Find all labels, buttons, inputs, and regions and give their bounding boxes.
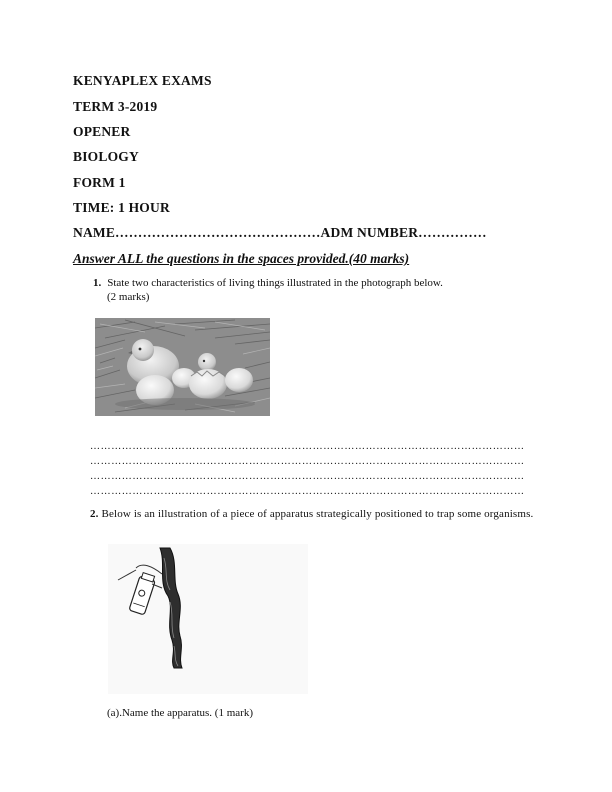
question-2-number: 2.: [90, 508, 99, 520]
header-term: TERM 3-2019: [73, 99, 158, 114]
egg: [225, 368, 253, 392]
header-school: KENYAPLEX EXAMS: [73, 73, 212, 88]
question-2a: (a).Name the apparatus. (1 mark): [107, 707, 253, 719]
chicks-hatching-photo: [95, 318, 270, 416]
instruction: Answer ALL the questions in the spaces provided.(40 marks): [73, 251, 410, 266]
question-1-marks: (2 marks): [107, 291, 150, 303]
name-adm-line: NAME………………………………………ADM NUMBER……………: [73, 225, 487, 240]
question-2: [90, 507, 542, 522]
question-1-number: 1.: [93, 277, 102, 289]
chick-head: [132, 339, 154, 361]
answer-line-3: ……………………………………………………………………………………………………………: [90, 471, 525, 482]
question-2-text: Below is an illustration of a piece of apparatus strategically positioned to trap some organisms.: [98, 508, 534, 520]
question-1: [93, 276, 543, 304]
question-1-text: State two characteristics of living things illustrated in the photograph below.: [107, 277, 443, 289]
apparatus-illustration: [108, 544, 308, 694]
answer-line-1: ……………………………………………………………………………………………………………: [90, 441, 525, 452]
answer-line-4: ……………………………………………………………………………………………………………: [90, 486, 525, 497]
header-subject: BIOLOGY: [73, 149, 139, 164]
hatching-chick-head: [198, 353, 216, 371]
answer-line-2: ……………………………………………………………………………………………………………: [90, 456, 525, 467]
header-exam: OPENER: [73, 124, 131, 139]
header-time: TIME: 1 HOUR: [73, 200, 170, 215]
header-form: FORM 1: [73, 175, 126, 190]
